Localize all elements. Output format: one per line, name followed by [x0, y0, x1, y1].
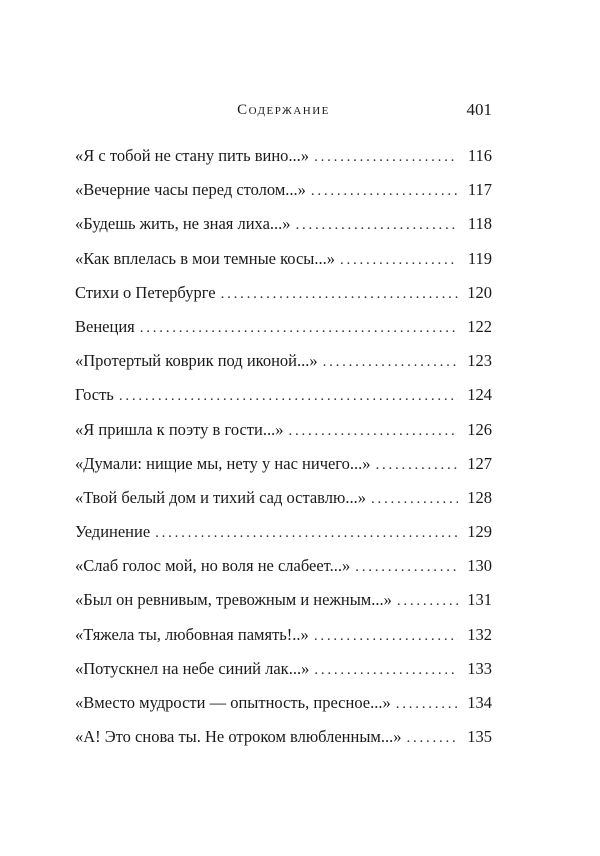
toc-entry-page: 129	[467, 522, 492, 542]
toc-entry	[75, 693, 492, 727]
toc-entry	[75, 283, 492, 317]
toc-entry	[75, 214, 492, 248]
dot-leader	[396, 696, 458, 713]
toc-entry-title: «Я пришла к поэту в гости...»	[75, 419, 284, 439]
dot-leader	[296, 217, 458, 234]
toc-entry	[75, 180, 492, 214]
toc-entry-title: «Думали: нищие мы, нету у нас ничего...»	[75, 453, 371, 473]
toc-entry	[75, 385, 492, 419]
toc-entry-title: «Как вплелась в мои темные косы...»	[75, 248, 335, 268]
toc-entry-title: Стихи о Петербурге	[75, 282, 216, 302]
toc-entry-page: 135	[467, 727, 492, 747]
toc-entry-page: 116	[467, 146, 492, 165]
dot-leader	[314, 628, 458, 645]
toc-entry	[75, 454, 492, 488]
dot-leader	[376, 457, 458, 474]
toc-entry	[75, 522, 492, 556]
dot-leader	[288, 423, 458, 440]
dot-leader	[314, 149, 458, 166]
toc-entry-title: Уединение	[75, 522, 151, 542]
toc-entry-page: 126	[467, 419, 492, 439]
toc-entry-title: «Был он ревнивым, тревожным и нежным...»	[75, 590, 392, 610]
dot-leader	[140, 320, 458, 337]
toc-entry-page: 133	[467, 658, 492, 678]
dot-leader	[371, 491, 458, 508]
dot-leader	[155, 525, 458, 542]
dot-leader	[221, 286, 458, 303]
toc-entry-page: 118	[467, 214, 492, 234]
dot-leader	[119, 388, 458, 405]
toc-entry-page: 131	[467, 590, 492, 610]
toc-entry-page: 132	[467, 624, 492, 644]
toc-entry-title: Гость	[75, 385, 114, 405]
toc-entry-title: «Вечерние часы перед столом...»	[75, 180, 306, 200]
toc-entry-title: «А! Это снова ты. Не отроком влюбленным...»	[75, 727, 402, 747]
toc-entry	[75, 625, 492, 659]
dot-leader	[407, 730, 459, 747]
toc-entry	[75, 488, 492, 522]
toc-entry-title: «Твой белый дом и тихий сад оставлю...»	[75, 487, 366, 507]
dot-leader	[355, 559, 458, 576]
toc-entry	[75, 317, 492, 351]
toc-entry-title: «Я с тобой не стану пить вино...»	[75, 146, 310, 165]
toc-entry	[75, 727, 492, 761]
dot-leader	[340, 252, 458, 269]
toc-entry	[75, 590, 492, 624]
toc-entry	[75, 659, 492, 693]
toc-entry-title: «Протертый коврик под иконой...»	[75, 351, 318, 371]
toc-entry-page: 124	[467, 385, 492, 405]
toc-entry-page: 134	[467, 693, 492, 712]
dot-leader	[314, 662, 458, 679]
section-title: Содержание	[237, 102, 330, 118]
toc-entry-title: «Будешь жить, не зная лиха...»	[75, 214, 291, 234]
toc-entry-title: «Потускнел на небе синий лак...»	[75, 658, 310, 678]
dot-leader	[311, 183, 458, 200]
toc-entry-page: 117	[467, 180, 492, 200]
toc-entry-page: 128	[467, 487, 492, 507]
toc-entry	[75, 556, 492, 590]
toc-entry	[75, 146, 492, 180]
toc-entry	[75, 351, 492, 385]
toc-entry-page: 122	[467, 316, 492, 336]
toc-entry	[75, 420, 492, 454]
dot-leader	[397, 593, 458, 610]
toc-entry-page: 120	[467, 282, 492, 302]
table-of-contents	[75, 146, 492, 761]
toc-entry	[75, 249, 492, 283]
toc-entry-title: «Вместо мудрости — опытность, пресное...»	[75, 693, 391, 712]
toc-entry-page: 123	[467, 351, 492, 371]
toc-entry-title: Венеция	[75, 316, 135, 336]
toc-entry-page: 119	[467, 248, 492, 268]
toc-entry-title: «Слаб голос мой, но воля не слабеет...»	[75, 556, 351, 576]
running-head	[75, 100, 492, 122]
page-number: 401	[466, 100, 492, 119]
toc-entry-page: 127	[467, 453, 492, 473]
dot-leader	[323, 354, 458, 371]
toc-entry-title: «Тяжела ты, любовная память!..»	[75, 624, 309, 644]
toc-entry-page: 130	[467, 556, 492, 576]
